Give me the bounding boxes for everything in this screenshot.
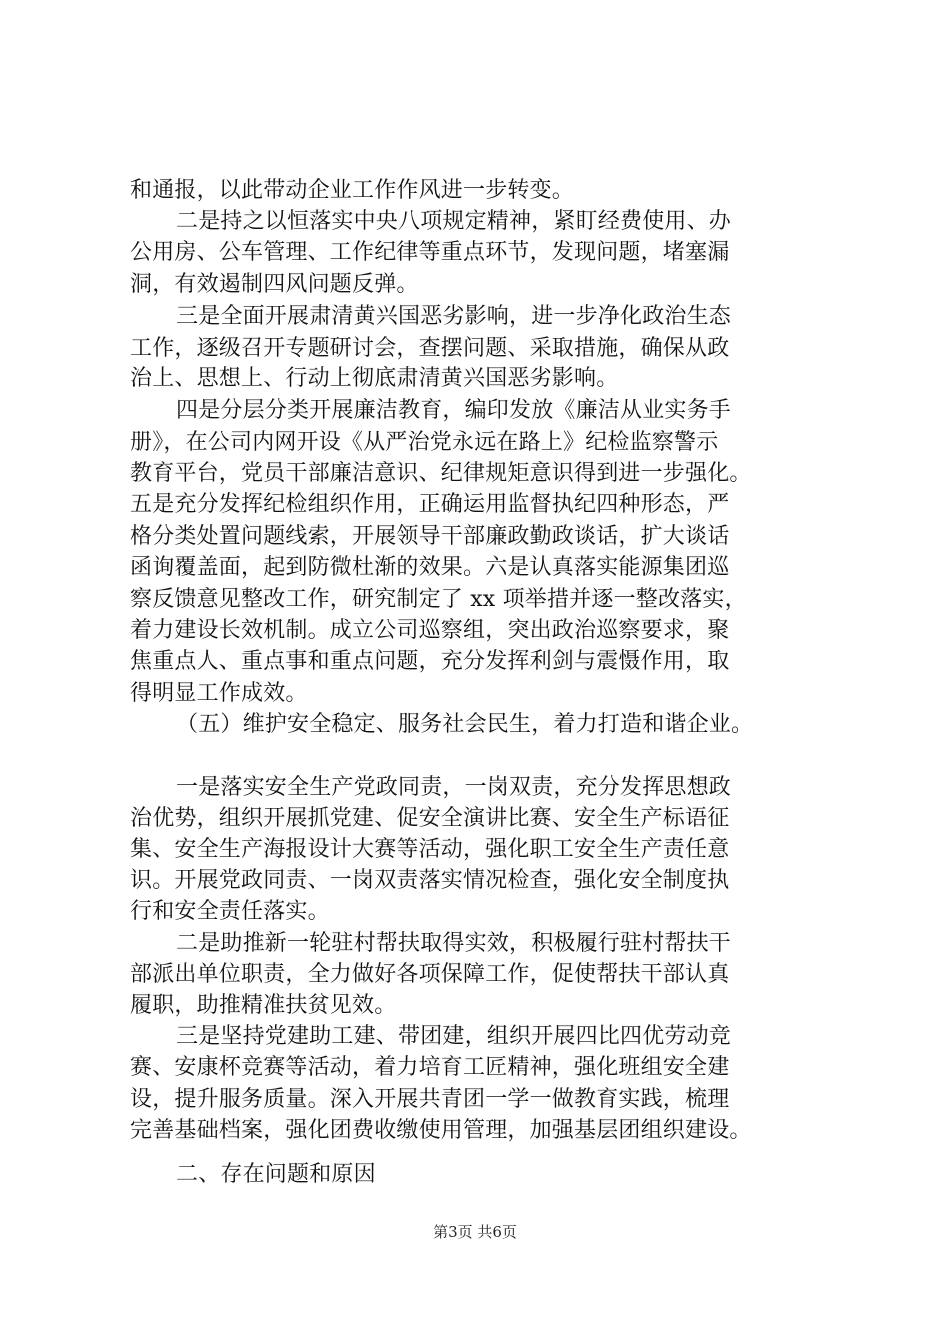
text-line: 察反馈意见整改工作，研究制定了 xx 项举措并逐一整改落实， [130, 587, 747, 612]
text-line: 治上、思想上、行动上彻底肃清黄兴国恶劣影响。 [130, 366, 619, 391]
text-line: 完善基础档案，强化团费收缴使用管理，加强基层团组织建设。 [130, 1118, 752, 1143]
text-line: 集、安全生产海报设计大赛等活动，强化职工安全生产责任意 [130, 837, 730, 862]
text-line: 治优势，组织开展抓党建、促安全演讲比赛、安全生产标语征 [130, 806, 730, 831]
text-line: 履职，助推精准扶贫见效。 [130, 993, 397, 1018]
text-line: 三是坚持党建助工建、带团建，组织开展四比四优劳动竞 [176, 1024, 732, 1049]
text-line: 行和安全责任落实。 [130, 899, 330, 924]
text-line: 公用房、公车管理、工作纪律等重点环节，发现问题，堵塞漏 [130, 240, 730, 265]
text-line: 赛、安康杯竞赛等活动，着力培育工匠精神，强化班组安全建 [130, 1055, 730, 1080]
text-line: 三是全面开展肃清黄兴国恶劣影响，进一步净化政治生态 [176, 304, 732, 329]
text-line: 一是落实安全生产党政同责，一岗双责，充分发挥思想政 [176, 775, 732, 800]
text-line: 焦重点人、重点事和重点问题，充分发挥利剑与震慑作用，取 [130, 649, 730, 674]
text-line: 册》，在公司内网开设《从严治党永远在路上》纪检监察警示 [130, 430, 719, 455]
section-heading: （五）维护安全稳定、服务社会民生，着力打造和谐企业。 [176, 712, 754, 737]
text-line: 格分类处置问题线索，开展领导干部廉政勤政谈话，扩大谈话 [130, 524, 730, 549]
text-line: 得明显工作成效。 [130, 681, 308, 706]
text-line: 二是助推新一轮驻村帮扶取得实效，积极履行驻村帮扶干 [176, 931, 732, 956]
text-line: 部派出单位职责，全力做好各项保障工作，促使帮扶干部认真 [130, 962, 730, 987]
text-line: 函询覆盖面，起到防微杜渐的效果。六是认真落实能源集团巡 [130, 555, 730, 580]
text-line: 设，提升服务质量。深入开展共青团一学一做教育实践，梳理 [130, 1087, 730, 1112]
text-line: 五是充分发挥纪检组织作用，正确运用监督执纪四种形态，严 [130, 492, 730, 517]
text-line: 教育平台，党员干部廉洁意识、纪律规矩意识得到进一步强化。 [130, 461, 752, 486]
text-line: 二是持之以恒落实中央八项规定精神，紧盯经费使用、办 [176, 209, 732, 234]
text-line: 四是分层分类开展廉洁教育，编印发放《廉洁从业实务手 [176, 398, 732, 423]
text-line: 识。开展党政同责、一岗双责落实情况检查，强化安全制度执 [130, 868, 730, 893]
text-line: 洞，有效遏制四风问题反弹。 [130, 272, 419, 297]
text-line: 着力建设长效机制。成立公司巡察组，突出政治巡察要求，聚 [130, 618, 730, 643]
page-footer: 第3页 共6页 [433, 1223, 517, 1241]
section-heading: 二、存在问题和原因 [176, 1162, 376, 1187]
text-line: 和通报，以此带动企业工作作风进一步转变。 [130, 178, 575, 203]
text-line: 工作，逐级召开专题研讨会，查摆问题、采取措施，确保从政 [130, 336, 730, 361]
